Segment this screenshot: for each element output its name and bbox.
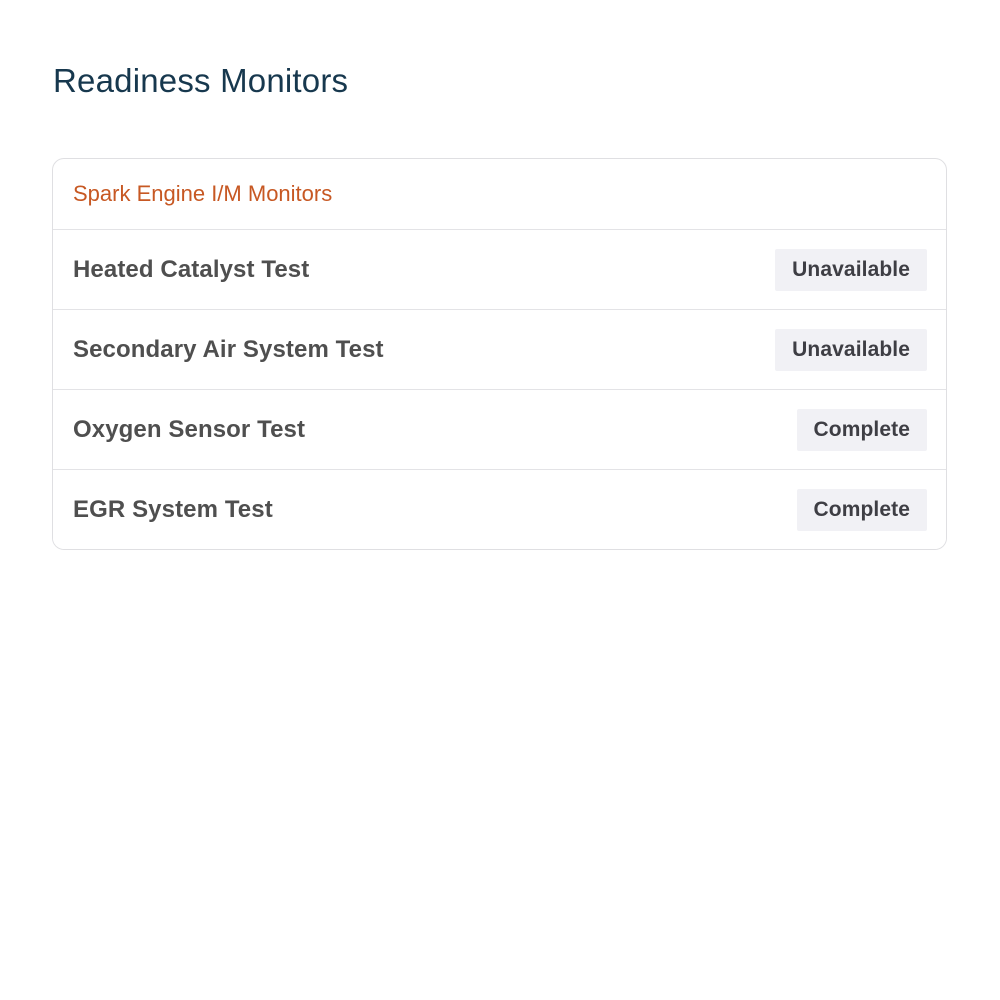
monitor-row-heated-catalyst xyxy=(53,229,946,309)
monitor-row-oxygen-sensor xyxy=(53,389,946,469)
status-badge: Complete xyxy=(797,489,927,531)
readiness-monitors-card xyxy=(52,158,947,550)
status-badge: Unavailable xyxy=(775,329,927,371)
monitor-label: Secondary Air System Test xyxy=(73,335,384,363)
monitor-row-egr-system xyxy=(53,469,946,549)
monitor-label: Oxygen Sensor Test xyxy=(73,415,306,443)
monitor-label: Heated Catalyst Test xyxy=(73,255,310,283)
status-badge: Unavailable xyxy=(775,249,927,291)
page-title: Readiness Monitors xyxy=(53,62,349,99)
card-header-label: Spark Engine I/M Monitors xyxy=(73,181,333,206)
monitor-row-secondary-air xyxy=(53,309,946,389)
status-badge: Complete xyxy=(797,409,927,451)
card-header xyxy=(53,159,946,229)
monitor-label: EGR System Test xyxy=(73,495,273,523)
